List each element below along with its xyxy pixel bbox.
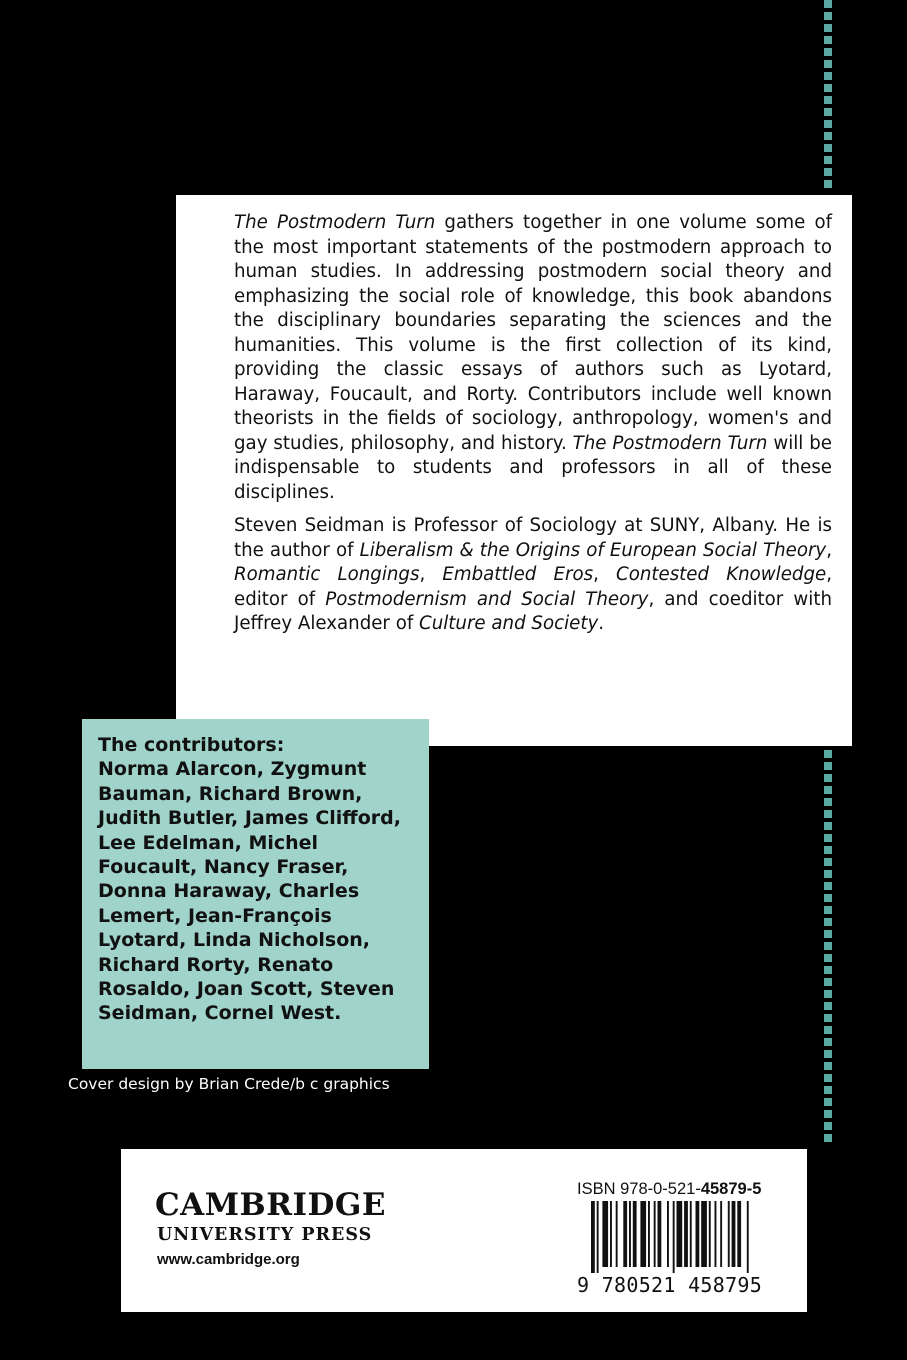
description-paragraph <box>234 211 832 505</box>
teal-dot <box>824 798 832 806</box>
teal-dot <box>824 168 832 176</box>
teal-dot <box>824 12 832 20</box>
barcode-bar <box>737 1201 741 1267</box>
teal-dot <box>824 1038 832 1046</box>
teal-dot <box>824 846 832 854</box>
teal-dot <box>824 1050 832 1058</box>
author-book-title: Liberalism & the Origins of European Social Theory <box>359 539 827 561</box>
bio-separator: , <box>419 564 443 585</box>
teal-dot <box>824 834 832 842</box>
barcode-bar <box>602 1201 608 1267</box>
teal-dot <box>824 60 832 68</box>
barcode-bar <box>715 1201 717 1267</box>
barcode-bar <box>732 1201 736 1267</box>
barcode-bar <box>673 1201 675 1273</box>
barcode-digits: 9 780521 458795 <box>577 1273 763 1297</box>
bio-end: . <box>598 613 605 634</box>
barcode-bar <box>597 1201 599 1273</box>
teal-dot <box>824 906 832 914</box>
book-title: The Postmodern Turn <box>234 212 436 233</box>
bio-separator: , and coeditor with Jeffrey Alexander of <box>234 588 832 634</box>
teal-dot <box>824 1098 832 1106</box>
teal-dot <box>824 750 832 758</box>
teal-dot <box>824 1002 832 1010</box>
edited-book-title: Postmodernism and Social Theory <box>325 588 649 610</box>
contributors-heading: The contributors: <box>98 734 285 756</box>
book-description-panel <box>176 195 852 746</box>
author-book-title: Contested Knowledge <box>616 564 827 585</box>
teal-dot <box>824 0 832 8</box>
teal-dot <box>824 1134 832 1142</box>
teal-dot <box>824 882 832 890</box>
decorative-dot-column-bottom <box>824 750 834 1146</box>
teal-dot <box>824 942 832 950</box>
teal-dot <box>824 966 832 974</box>
author-book-title: Romantic Longings <box>234 564 420 585</box>
barcode-bar <box>701 1201 707 1267</box>
teal-dot <box>824 108 832 116</box>
teal-dot <box>824 774 832 782</box>
barcode-bar <box>629 1201 631 1267</box>
teal-dot <box>824 144 832 152</box>
author-book-title: Embattled Eros <box>442 564 594 585</box>
publisher-subtitle: UNIVERSITY PRESS <box>157 1225 373 1245</box>
teal-dot <box>824 132 832 140</box>
teal-dot <box>824 156 832 164</box>
teal-dot <box>824 96 832 104</box>
teal-dot <box>824 72 832 80</box>
barcode-bar <box>667 1201 669 1267</box>
teal-dot <box>824 954 832 962</box>
decorative-dot-column-top <box>824 0 834 192</box>
teal-dot <box>824 870 832 878</box>
barcode-bar <box>747 1201 749 1273</box>
barcode-bar <box>696 1201 700 1267</box>
isbn-prefix: ISBN 978-0-521- <box>577 1180 701 1198</box>
teal-dot <box>824 120 832 128</box>
barcode <box>591 1201 783 1273</box>
author-bio-text: Steven Seidman is Professor of Sociology at SUNY, Albany. He is the author of <box>234 515 832 561</box>
description-text-end: will be indispensable to students and professors in all of these disciplines. <box>234 432 832 503</box>
teal-dot <box>824 1062 832 1070</box>
teal-dot <box>824 822 832 830</box>
barcode-bar <box>616 1201 618 1267</box>
teal-dot <box>824 1014 832 1022</box>
teal-dot <box>824 1074 832 1082</box>
teal-dot <box>824 786 832 794</box>
barcode-bar <box>658 1201 662 1267</box>
teal-dot <box>824 1026 832 1034</box>
teal-dot <box>824 858 832 866</box>
barcode-bar <box>591 1201 595 1273</box>
barcode-bar <box>640 1201 646 1267</box>
teal-dot <box>824 36 832 44</box>
coedited-book-title: Culture and Society <box>419 613 599 634</box>
barcode-bar <box>654 1201 656 1267</box>
isbn-label <box>577 1180 761 1199</box>
teal-dot <box>824 84 832 92</box>
teal-dot <box>824 1086 832 1094</box>
contributors-panel <box>82 719 429 1069</box>
barcode-bar <box>677 1201 683 1267</box>
teal-dot <box>824 48 832 56</box>
description-text: gathers together in one volume some of the most important statements of the postmodern approach to human studies. In addressing postmodern social theory and emphasizing the social role of knowledge, this book abandons the disciplinary boundaries separating the sciences and the humanities. This volume is the first collection of its kind, providing the classic essays of authors such as Lyotard, Haraway, Foucault, and Rorty. Contributors include well known theorists in the fields of sociology, anthropology, women's and gay studies, philosophy, and history. <box>234 212 833 454</box>
barcode-bar <box>610 1201 612 1267</box>
barcode-bar <box>684 1201 688 1267</box>
teal-dot <box>824 930 832 938</box>
bio-separator: , <box>593 564 617 585</box>
bio-separator: , editor of <box>234 564 832 610</box>
barcode-bar <box>709 1201 711 1267</box>
bio-separator: , <box>826 539 832 561</box>
teal-dot <box>824 24 832 32</box>
publisher-website: www.cambridge.org <box>157 1251 300 1268</box>
barcode-bar <box>648 1201 650 1267</box>
publisher-panel <box>121 1149 807 1312</box>
teal-dot <box>824 978 832 986</box>
cover-design-credit: Cover design by Brian Crede/b c graphics <box>68 1075 390 1093</box>
teal-dot <box>824 990 832 998</box>
teal-dot <box>824 810 832 818</box>
teal-dot <box>824 894 832 902</box>
publisher-name: CAMBRIDGE <box>155 1187 386 1223</box>
teal-dot <box>824 1122 832 1130</box>
teal-dot <box>824 1110 832 1118</box>
barcode-bar <box>720 1201 722 1267</box>
author-bio-paragraph <box>234 514 832 637</box>
barcode-bar <box>728 1201 730 1267</box>
barcode-bar <box>623 1201 627 1267</box>
barcode-bar <box>633 1201 637 1267</box>
book-title-repeat: The Postmodern Turn <box>572 432 768 454</box>
isbn-suffix: 45879-5 <box>700 1180 762 1198</box>
barcode-bar <box>690 1201 692 1267</box>
teal-dot <box>824 762 832 770</box>
teal-dot <box>824 918 832 926</box>
teal-dot <box>824 180 832 188</box>
contributors-list: Norma Alarcon, Zygmunt Bauman, Richard Brown, Judith Butler, James Clifford, Lee Edelman, Michel Foucault, Nancy Fraser, Donna Haraway, Charles Lemert, Jean-François Lyotard, Linda Nicholson, Richard Rorty, Renato Rosaldo, Joan Scott, Steven Seidman, Cornel West. <box>98 758 401 1025</box>
